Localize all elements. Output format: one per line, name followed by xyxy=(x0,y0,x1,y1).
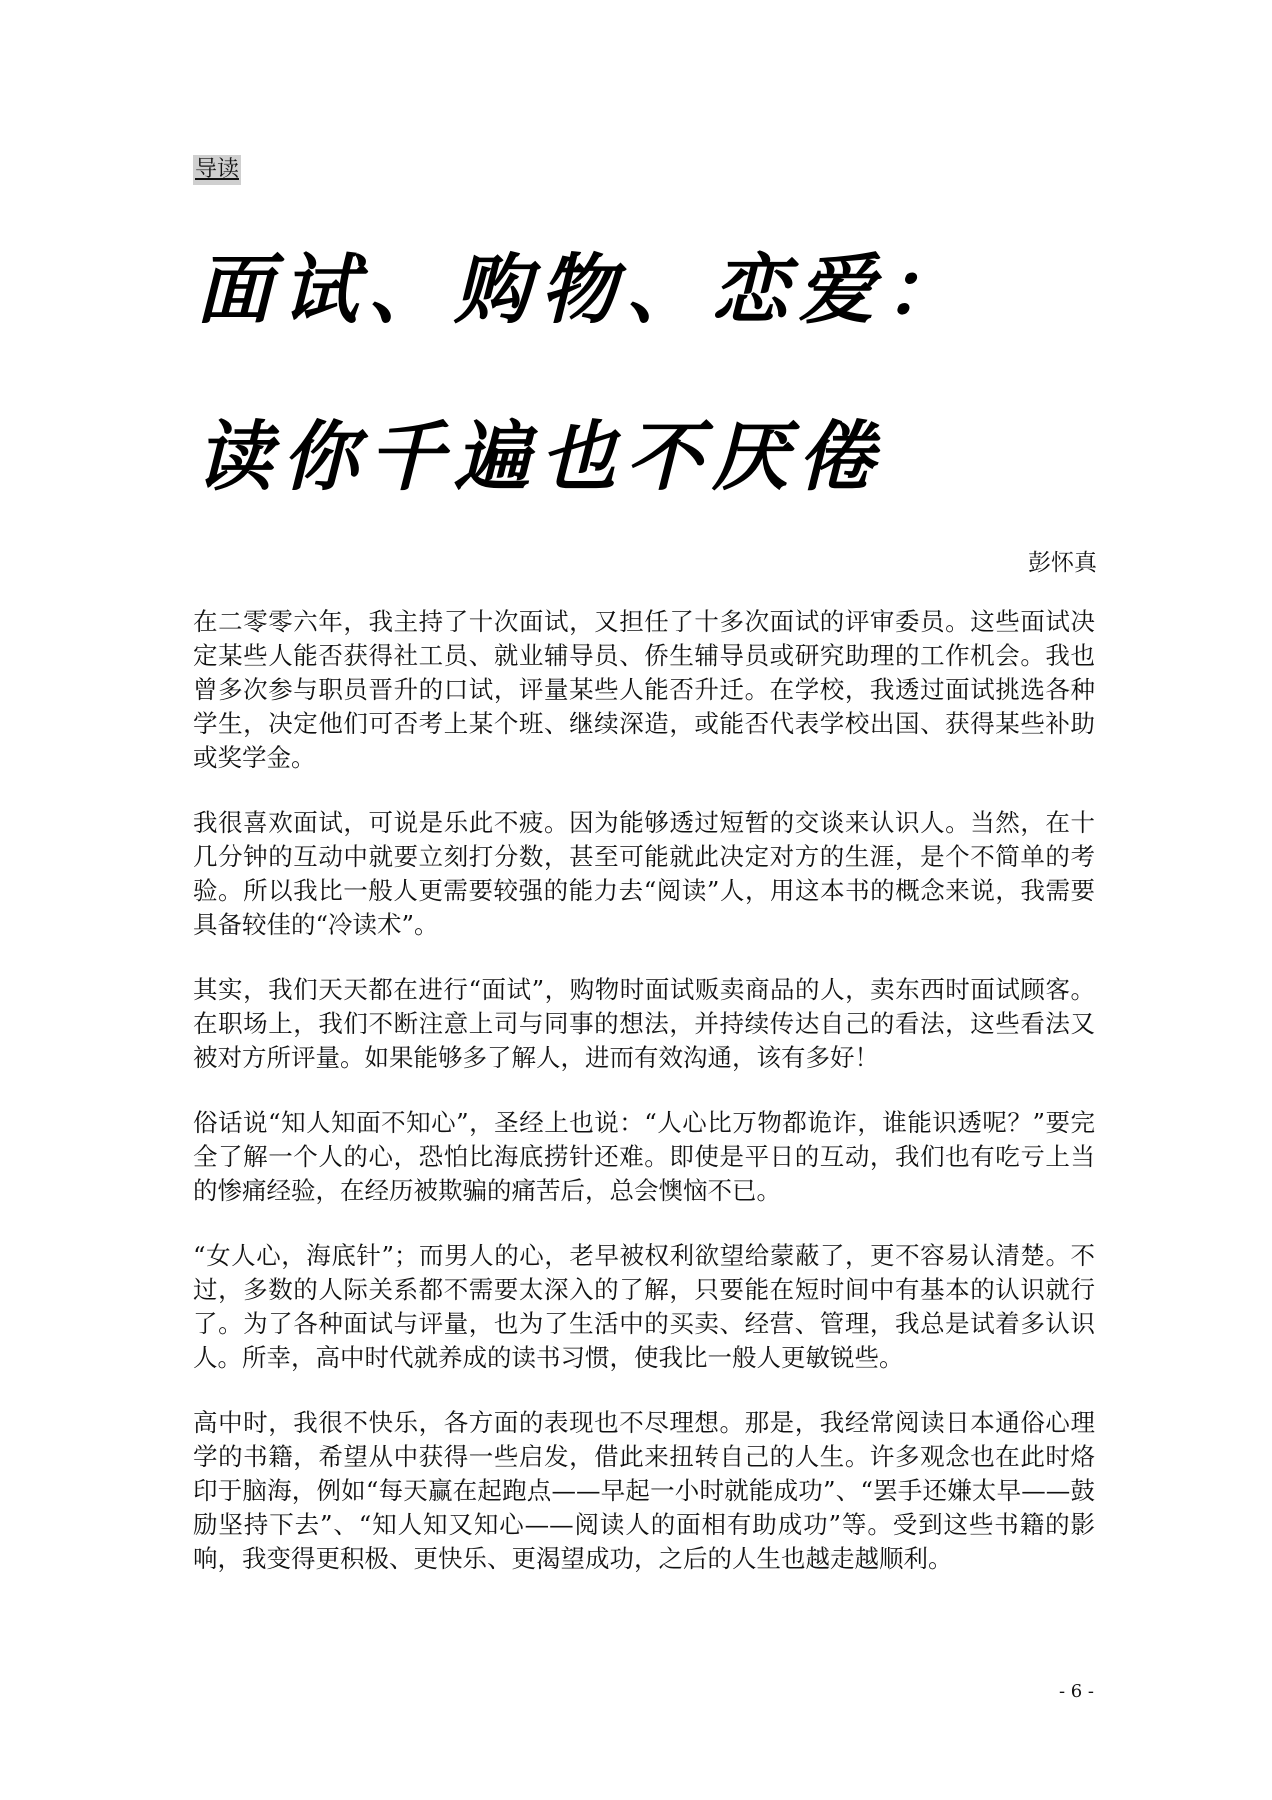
author-name: 彭怀真 xyxy=(1028,550,1097,576)
page-number: - 6 - xyxy=(1058,1681,1094,1702)
paragraph-5: “女人心，海底针”；而男人的心，老早被权利欲望给蒙蔽了，更不容易认清楚。不过，多数的人际关系都不需要太深入的了解，只要能在短时间中有基本的认识就行了。为了各种面试与评量，也为了生活中的买卖、经营、管理，我总是试着多认识人。所幸，高中时代就养成的读书习惯，使我比一般人更敏锐些。 xyxy=(193,1241,1095,1372)
section-label: 导读 xyxy=(193,155,241,185)
paragraph-6: 高中时，我很不快乐，各方面的表现也不尽理想。那是，我经常阅读日本通俗心理学的书籍，希望从中获得一些启发，借此来扭转自己的人生。许多观念也在此时烙印于脑海，例如“每天赢在起跑点——早起一小时就能成功”、“罢手还嫌太早——鼓励坚持下去”、“知人知又知心——阅读人的面相有助成功”等。受到这些书籍的影响，我变得更积极、更快乐、更渴望成功，之后的人生也越走越顺利。 xyxy=(193,1408,1095,1573)
paragraph-4: 俗话说“知人知面不知心”，圣经上也说：“人心比万物都诡诈，谁能识透呢？”要完全了解一个人的心，恐怕比海底捞针还难。即使是平日的互动，我们也有吃亏上当的惨痛经验，在经历被欺骗的痛苦后，总会懊恼不已。 xyxy=(193,1108,1095,1205)
paragraph-2: 我很喜欢面试，可说是乐此不疲。因为能够透过短暂的交谈来认识人。当然，在十几分钟的互动中就要立刻打分数，甚至可能就此决定对方的生涯，是个不简单的考验。所以我比一般人更需要较强的能力去“阅读”人，用这本书的概念来说，我需要具备较佳的“冷读术”。 xyxy=(193,808,1095,939)
title-line-1: 面试、购物、恋爱： xyxy=(196,245,970,334)
paragraph-1: 在二零零六年，我主持了十次面试，又担任了十多次面试的评审委员。这些面试决定某些人能否获得社工员、就业辅导员、侨生辅导员或研究助理的工作机会。我也曾多次参与职员晋升的口试，评量某些人能否升迁。在学校，我透过面试挑选各种学生，决定他们可否考上某个班、继续深造，或能否代表学校出国、获得某些补助或奖学金。 xyxy=(193,607,1095,772)
title-line-2: 读你千遍也不厌倦 xyxy=(196,412,884,501)
paragraph-3: 其实，我们天天都在进行“面试”，购物时面试贩卖商品的人，卖东西时面试顾客。在职场上，我们不断注意上司与同事的想法，并持续传达自己的看法，这些看法又被对方所评量。如果能够多了解人，进而有效沟通，该有多好！ xyxy=(193,975,1095,1072)
body-text xyxy=(193,605,1095,1607)
